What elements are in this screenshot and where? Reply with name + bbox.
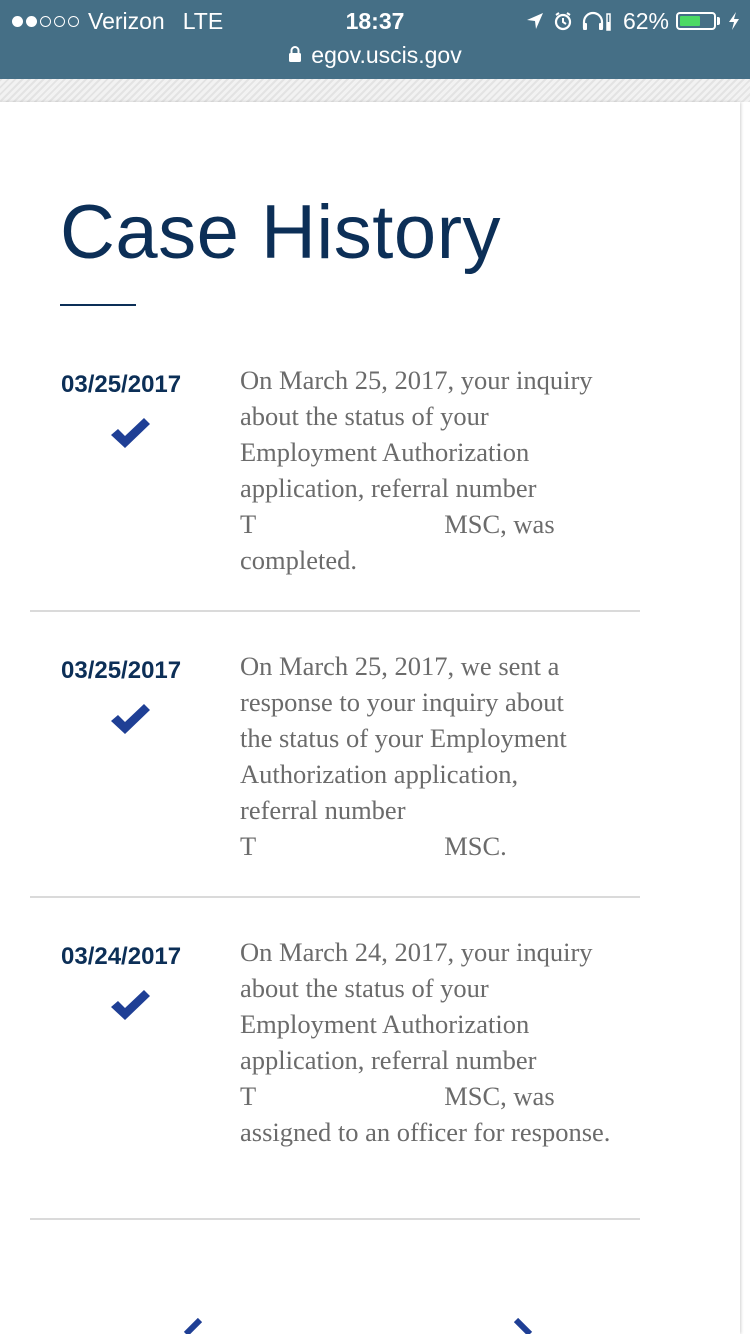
alarm-clock-icon (545, 11, 573, 31)
referral-number: T MSC. (240, 831, 507, 861)
entry-date: 03/24/2017 (61, 943, 182, 970)
location-arrow-icon (517, 11, 545, 31)
carrier-name: Verizon (88, 8, 165, 34)
page-title: Case History (60, 190, 501, 275)
entry-date: 03/25/2017 (61, 657, 182, 684)
referral-number: T MSC, was (240, 509, 555, 539)
lock-icon (288, 42, 311, 69)
next-page-chevron-icon[interactable] (514, 1318, 538, 1334)
address-bar[interactable] (0, 42, 750, 69)
toolbar-shadow-band (0, 79, 750, 102)
battery-fill (680, 16, 700, 26)
referral-number: T MSC, was (240, 1081, 555, 1111)
checkmark-icon (109, 702, 151, 736)
title-underline (60, 304, 136, 306)
battery-percent: 62% (622, 8, 669, 34)
entry-description: On March 25, 2017, your inquiry about the status of your Employment Authorization application, referral number T MSC, was completed. (240, 362, 650, 578)
network-type: LTE (182, 8, 224, 34)
entry-date: 03/25/2017 (61, 371, 182, 398)
browser-toolbar (0, 0, 750, 79)
checkmark-icon (109, 416, 151, 450)
status-time: 18:37 (345, 8, 405, 34)
status-right (517, 8, 740, 34)
headphones-icon (573, 10, 613, 32)
entry-description: On March 25, 2017, we sent a response to your inquiry about the status of your Employment Authorization application, referral number T MSC. (240, 648, 650, 864)
checkmark-icon (109, 988, 151, 1022)
entry-divider (30, 896, 640, 898)
entry-divider (30, 610, 640, 612)
entry-divider (30, 1218, 640, 1220)
entry-description: On March 24, 2017, your inquiry about the status of your Employment Authorization application, referral number T MSC, was assigned to an officer for response. (240, 934, 650, 1150)
battery-icon (676, 12, 716, 30)
charging-bolt-icon (720, 11, 740, 31)
previous-page-chevron-icon[interactable] (178, 1318, 202, 1334)
url-text[interactable]: egov.uscis.gov (311, 42, 462, 68)
